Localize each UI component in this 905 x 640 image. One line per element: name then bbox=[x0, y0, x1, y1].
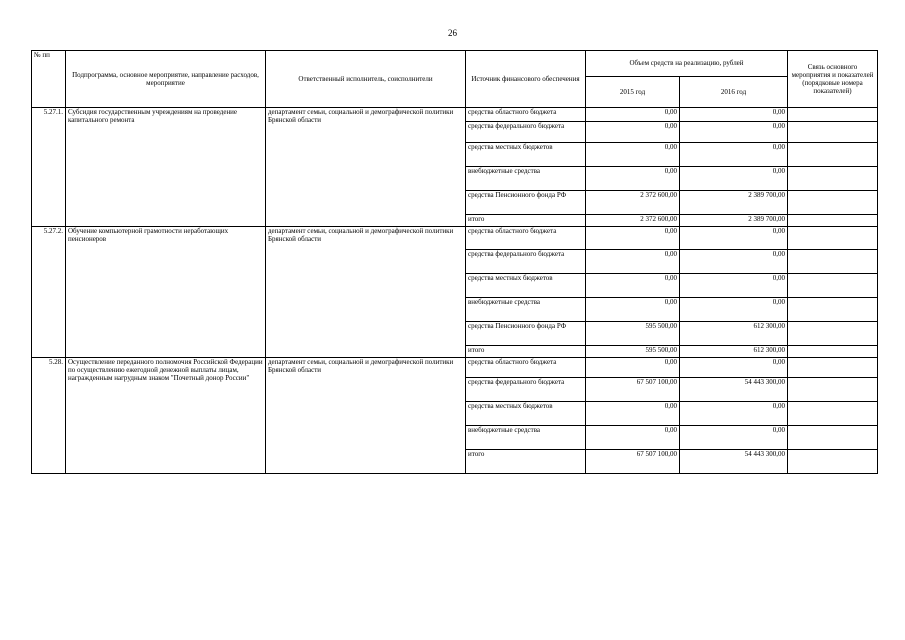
value-2016-cell: 2 389 700,00 bbox=[680, 215, 788, 227]
link-cell bbox=[788, 426, 878, 450]
value-2015-cell: 595 500,00 bbox=[586, 322, 680, 346]
link-cell bbox=[788, 108, 878, 122]
header-program: Подпрограмма, основное мероприятие, направление расходов, мероприятие bbox=[66, 51, 266, 108]
source-cell: средства местных бюджетов bbox=[466, 143, 586, 167]
value-2016-cell: 0,00 bbox=[680, 274, 788, 298]
section-code: 5.27.1. bbox=[32, 108, 66, 227]
value-2016-cell: 0,00 bbox=[680, 143, 788, 167]
source-cell: итого bbox=[466, 346, 586, 358]
value-2015-cell: 0,00 bbox=[586, 426, 680, 450]
source-cell: средства областного бюджета bbox=[466, 358, 586, 378]
table-row bbox=[32, 108, 878, 122]
source-cell: средства Пенсионного фонда РФ bbox=[466, 322, 586, 346]
value-2016-cell: 0,00 bbox=[680, 298, 788, 322]
page-number: 26 bbox=[448, 28, 457, 38]
value-2016-cell: 612 300,00 bbox=[680, 346, 788, 358]
source-cell: итого bbox=[466, 450, 586, 474]
section-executor: департамент семьи, социальной и демографической политики Брянской области bbox=[266, 358, 466, 474]
link-cell bbox=[788, 298, 878, 322]
value-2015-cell: 0,00 bbox=[586, 402, 680, 426]
section-name: Осуществление переданного полномочия Российской Федерации по осуществлению ежегодной денежной выплаты лицам, награжденным нагрудным знаком "Почетный донор России" bbox=[66, 358, 266, 474]
value-2015-cell: 0,00 bbox=[586, 143, 680, 167]
source-cell: внебюджетные средства bbox=[466, 426, 586, 450]
value-2015-cell: 0,00 bbox=[586, 122, 680, 143]
value-2015-cell: 0,00 bbox=[586, 358, 680, 378]
section-code: 5.27.2. bbox=[32, 227, 66, 358]
link-cell bbox=[788, 274, 878, 298]
header-link: Связь основного мероприятия и показателей (порядковые номера показателей) bbox=[788, 51, 878, 108]
value-2015-cell: 2 372 600,00 bbox=[586, 191, 680, 215]
source-cell: средства областного бюджета bbox=[466, 227, 586, 250]
source-cell: внебюджетные средства bbox=[466, 167, 586, 191]
section-name: Субсидия государственным учреждениям на проведение капитального ремонта bbox=[66, 108, 266, 227]
section-name: Обучение компьютерной грамотности неработающих пенсионеров bbox=[66, 227, 266, 358]
value-2016-cell: 0,00 bbox=[680, 122, 788, 143]
source-cell: внебюджетные средства bbox=[466, 298, 586, 322]
header-source: Источник финансового обеспечения bbox=[466, 51, 586, 108]
link-cell bbox=[788, 346, 878, 358]
value-2016-cell: 0,00 bbox=[680, 227, 788, 250]
link-cell bbox=[788, 358, 878, 378]
value-2016-cell: 0,00 bbox=[680, 250, 788, 274]
table-row bbox=[32, 227, 878, 250]
value-2015-cell: 0,00 bbox=[586, 167, 680, 191]
link-cell bbox=[788, 143, 878, 167]
value-2016-cell: 54 443 300,00 bbox=[680, 378, 788, 402]
value-2015-cell: 67 507 100,00 bbox=[586, 450, 680, 474]
table-row bbox=[32, 358, 878, 378]
section-code: 5.28. bbox=[32, 358, 66, 474]
value-2015-cell: 0,00 bbox=[586, 250, 680, 274]
source-cell: средства местных бюджетов bbox=[466, 402, 586, 426]
source-cell: средства местных бюджетов bbox=[466, 274, 586, 298]
source-cell: средства областного бюджета bbox=[466, 108, 586, 122]
value-2015-cell: 67 507 100,00 bbox=[586, 378, 680, 402]
link-cell bbox=[788, 122, 878, 143]
value-2015-cell: 595 500,00 bbox=[586, 346, 680, 358]
source-cell: средства федерального бюджета bbox=[466, 378, 586, 402]
table-body bbox=[32, 108, 878, 474]
value-2015-cell: 0,00 bbox=[586, 274, 680, 298]
header-volume: Объем средств на реализацию, рублей bbox=[586, 51, 788, 77]
link-cell bbox=[788, 227, 878, 250]
link-cell bbox=[788, 322, 878, 346]
value-2015-cell: 0,00 bbox=[586, 108, 680, 122]
link-cell bbox=[788, 215, 878, 227]
value-2015-cell: 0,00 bbox=[586, 227, 680, 250]
link-cell bbox=[788, 378, 878, 402]
link-cell bbox=[788, 191, 878, 215]
link-cell bbox=[788, 402, 878, 426]
link-cell bbox=[788, 167, 878, 191]
value-2016-cell: 2 389 700,00 bbox=[680, 191, 788, 215]
section-executor: департамент семьи, социальной и демографической политики Брянской области bbox=[266, 227, 466, 358]
value-2016-cell: 0,00 bbox=[680, 167, 788, 191]
section-executor: департамент семьи, социальной и демографической политики Брянской области bbox=[266, 108, 466, 227]
value-2016-cell: 0,00 bbox=[680, 358, 788, 378]
header-2015: 2015 год bbox=[586, 77, 680, 108]
value-2016-cell: 0,00 bbox=[680, 108, 788, 122]
source-cell: итого bbox=[466, 215, 586, 227]
budget-table bbox=[31, 50, 878, 474]
value-2015-cell: 0,00 bbox=[586, 298, 680, 322]
value-2015-cell: 2 372 600,00 bbox=[586, 215, 680, 227]
source-cell: средства федерального бюджета bbox=[466, 250, 586, 274]
link-cell bbox=[788, 450, 878, 474]
header-2016: 2016 год bbox=[680, 77, 788, 108]
source-cell: средства федерального бюджета bbox=[466, 122, 586, 143]
source-cell: средства Пенсионного фонда РФ bbox=[466, 191, 586, 215]
header-executor: Ответственный исполнитель, соисполнители bbox=[266, 51, 466, 108]
value-2016-cell: 54 443 300,00 bbox=[680, 450, 788, 474]
value-2016-cell: 0,00 bbox=[680, 402, 788, 426]
header-num: № пп bbox=[32, 51, 66, 108]
value-2016-cell: 0,00 bbox=[680, 426, 788, 450]
link-cell bbox=[788, 250, 878, 274]
value-2016-cell: 612 300,00 bbox=[680, 322, 788, 346]
